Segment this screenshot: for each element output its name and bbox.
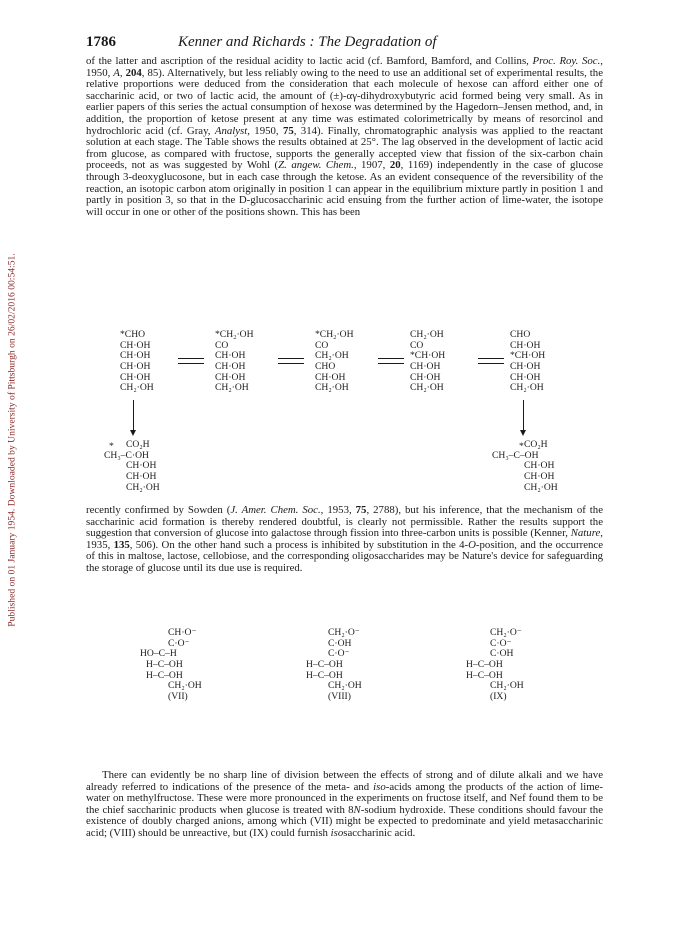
structure-labelled-fructose: CH₂·OH CO *CH·OH CH·OH CH·OH CH₂·OH <box>410 329 446 394</box>
equilibrium-arrow <box>478 355 504 367</box>
download-watermark <box>0 0 24 937</box>
paragraph-3: There can evidently be no sharp line of division between the effects of strong and of dilute alkali and we have already referred to indications of the presence of the meta- and iso-acids among the products of the action of lime-water on methylfructose. These were more pronounced in the experiments on fructose itself, and Nef found them to be the chief saccharinic products when glucose is treated with 8N-sodium hydroxide. These conditions should favour the existence of doubly charged anions, among which (VII) might be expected to predominate and yield metasaccharinic acid; (VIII) should be unreactive, but (IX) could furnish isosaccharinic acid. <box>86 769 603 839</box>
equilibrium-arrow <box>378 355 404 367</box>
running-head: Kenner and Richards : The Degradation of <box>178 34 437 50</box>
structure-cleavage-intermediate: *CH₂·OH CO CH₂·OH CHO CH·OH CH₂·OH <box>315 329 354 394</box>
structure-glucose: *CHO CH·OH CH·OH CH·OH CH·OH CH₂·OH <box>120 329 154 394</box>
isotope-marker: * <box>519 441 524 452</box>
structure-anion-ix: CH₂·O⁻ C·O⁻ C·OH H–C–OH H–C–OH CH₂·OH (IX) <box>466 627 524 703</box>
structure-saccharinic-acid-b: CO₂H CH₃–C–OH CH·OH CH·OH CH₂·OH <box>492 439 558 493</box>
isotope-marker: * <box>109 441 114 452</box>
download-notice: Published on 01 January 1954. Downloaded by University of Pittsburgh on 26/02/2016 00:54:51. <box>6 253 18 627</box>
structure-anion-viii: CH₂·O⁻ C·OH C·O⁻ H–C–OH H–C–OH CH₂·OH (VIII) <box>306 627 362 703</box>
structure-saccharinic-acid-a: CO₂H CH₃–C·OH CH·OH CH·OH CH₂·OH <box>104 439 160 493</box>
structure-anion-vii: CH·O⁻ C·O⁻ HO–C–H H–C–OH H–C–OH CH₂·OH (VII) <box>140 627 202 703</box>
structure-fructose: *CH₂·OH CO CH·OH CH·OH CH·OH CH₂·OH <box>215 329 254 394</box>
equilibrium-arrow <box>178 355 204 367</box>
reaction-arrow-down <box>523 400 524 432</box>
paragraph-1: of the latter and ascription of the residual acidity to lactic acid (cf. Bamford, Bamford, and Collins, Proc. Roy. Soc., 1950, A, 204, 85). Alternatively, but less reliably owing to the need to use an additional set of experimental results, the relative proportions were deduced from the consideration that each molecule of hexose can afford either one of saccharinic acid, or two of lactic acid, the amount of (±)-αγ-dihydroxybutyric acid formed being very small. As in earlier papers of this series the actual consumption of hexose was determined by the Hagedorn–Jensen method, and, in addition, the proportion of ketose present at any time was estimated colorimetrically by means of resorcinol and hydrochloric acid (cf. Gray, Analyst, 1950, 75, 314). Finally, chromatographic analysis was applied to the reactant solution at each stage. The Table shows the results obtained at 25°. The lag observed in the development of lactic acid from glucose, as compared with fructose, supports the generally accepted view that fission of the six-carbon chain proceeds, not as was suggested by Wohl (Z. angew. Chem., 1907, 20, 1169) independently in the case of glucose through 3-deoxyglucosone, but in each case through the ketose. As an evident consequence of the reversibility of the reaction, an isotopic carbon atom originally in position 1 can appear in the equilibrium mixture partly in position 1 and partly in position 3, so that in the D-glucosaccharinic acid ensuing from the further action of lime-water, the isotope will occur in one or other of the positions shown. This has been <box>86 55 604 218</box>
reaction-arrow-down <box>133 400 134 432</box>
page-number: 1786 <box>86 34 116 50</box>
paragraph-2: recently confirmed by Sowden (J. Amer. Chem. Soc., 1953, 75, 2788), but his inference, that the mechanism of the saccharinic acid formation is thereby rendered doubtful, is clearly not permissible. Rather the results support the suggestion that conversion of glucose into galactose through fission into three-carbon units is possible (Kenner, Nature, 1935, 135, 506). On the other hand such a process is inhibited by substitution in the 4-O-position, and the occurrence of this in maltose, lactose, cellobiose, and the corresponding oligosaccharides may be Nature's device for safeguarding the storage of glucose until its due use is required. <box>86 504 603 574</box>
equilibrium-arrow <box>278 355 304 367</box>
structure-labelled-glucose: CHO CH·OH *CH·OH CH·OH CH·OH CH₂·OH <box>510 329 546 394</box>
